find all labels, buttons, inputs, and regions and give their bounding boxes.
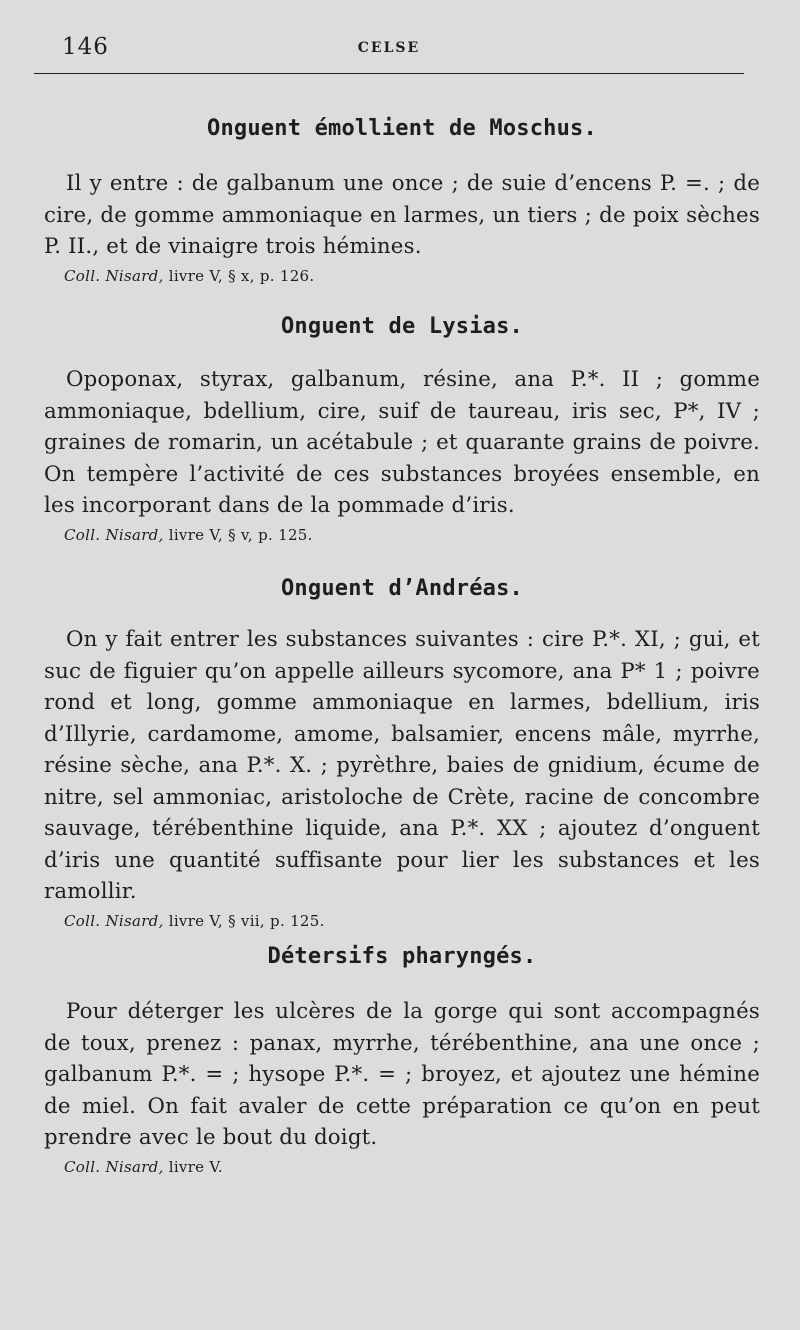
citation-source: Coll. Nisard, (64, 525, 164, 544)
citation (64, 909, 760, 933)
section-text: On y fait entrer les substances suivantes : cire P.*. XI, ; gui, et suc de figuier qu’on appelle ailleurs sycomore, ana P* 1 ; poivre rond et long, gomme ammoniaque en larmes, bdellium, iris d’Illyrie, cardamome, amome, balsamier, encens mâle, myrrhe, résine sèche, ana P.*. X. ; pyrèthre, baies de gnidium, écume de nitre, sel ammoniac, aristoloche de Crète, racine de concombre sauvage, térébenthine liquide, ana P.*. XX ; ajoutez d’onguent d’iris une quantité suffisante pour lier les substances et les ramollir. (44, 627, 760, 904)
section-onguent-andreas (44, 574, 760, 933)
section-onguent-moschus (44, 114, 760, 288)
page-header (34, 30, 744, 74)
page-number: 146 (62, 34, 109, 60)
citation-reference: livre V, § vii, p. 125. (168, 911, 325, 930)
citation-reference: livre V, § x, p. 126. (168, 266, 315, 285)
section-detersifs-pharynges (44, 942, 760, 1179)
section-text: Il y entre : de galbanum une once ; de suie d’encens P. =. ; de cire, de gomme ammoniaque en larmes, un tiers ; de poix sèches P. II., et de vinaigre trois hémines. (44, 171, 760, 259)
citation-source: Coll. Nisard, (64, 266, 164, 285)
citation-source: Coll. Nisard, (64, 1157, 164, 1176)
section-title: Onguent de Lysias. (280, 314, 523, 339)
citation (64, 523, 760, 547)
citation (64, 264, 760, 288)
section-onguent-lysias (44, 312, 760, 547)
citation-source: Coll. Nisard, (64, 911, 164, 930)
header-rule (34, 73, 744, 74)
citation (64, 1155, 760, 1179)
citation-reference: livre V. (168, 1157, 223, 1176)
citation-reference: livre V, § v, p. 125. (168, 525, 313, 544)
section-title: Onguent émollient de Moschus. (207, 116, 597, 141)
section-text: Pour déterger les ulcères de la gorge qui sont accompagnés de toux, prenez : panax, myrrhe, térébenthine, ana une once ; galbanum P.*. = ; hysope P.*. = ; broyez, et ajoutez une hémine de miel. On fait avaler de cette préparation ce qu’on en peut prendre avec le bout du doigt. (44, 999, 760, 1150)
section-text: Opoponax, styrax, galbanum, résine, ana P.*. II ; gomme ammoniaque, bdellium, cire, suif de taureau, iris sec, P*, IV ; graines de romarin, un acétabule ; et quarante grains de poivre. On tempère l’activité de ces substances broyées ensemble, en les incorporant dans de la pommade d’iris. (44, 367, 760, 518)
running-title: CELSE (357, 40, 421, 56)
section-title: Onguent d’Andréas. (280, 576, 523, 601)
section-title: Détersifs pharyngés. (267, 944, 537, 969)
